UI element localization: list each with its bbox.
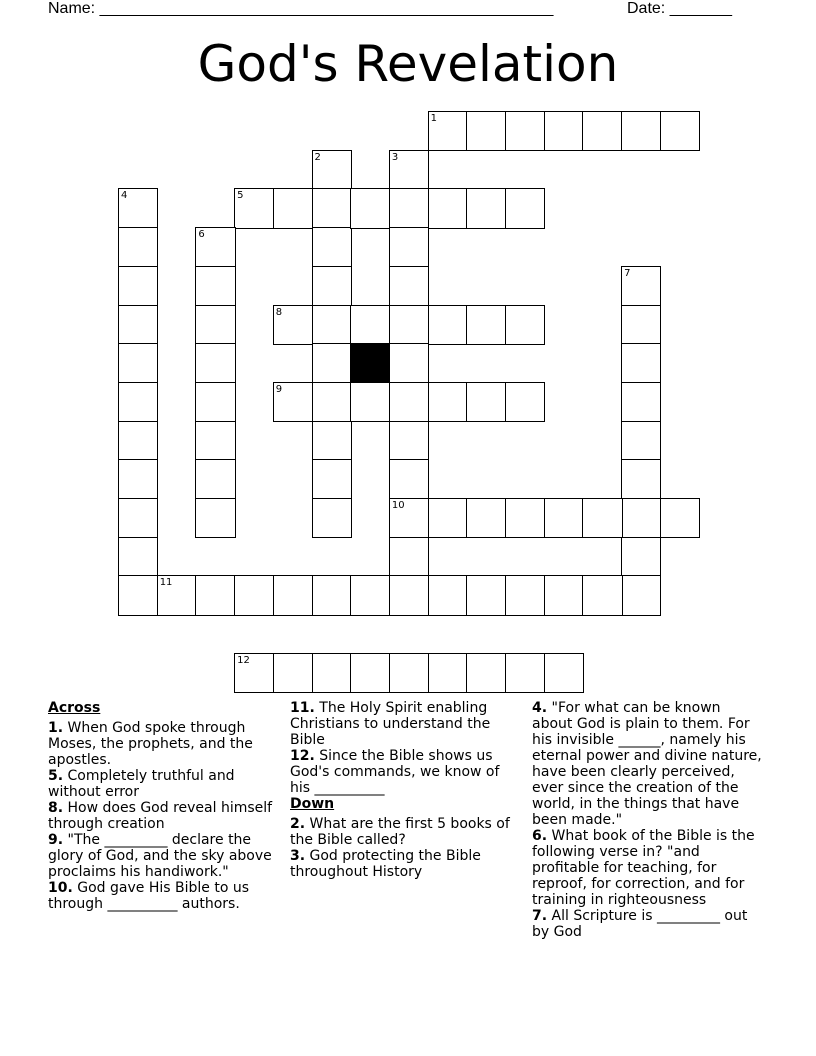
clue-across-11: 11. The Holy Spirit enabling Christians to understand the Bible bbox=[290, 700, 491, 748]
grid-cell[interactable] bbox=[544, 575, 584, 615]
grid-cell[interactable] bbox=[118, 227, 158, 267]
grid-cell[interactable] bbox=[582, 575, 622, 615]
across-heading: Across bbox=[48, 700, 101, 716]
grid-cell[interactable] bbox=[621, 575, 661, 615]
grid-cell[interactable] bbox=[621, 305, 661, 345]
grid-cell[interactable] bbox=[273, 305, 313, 345]
grid-cell[interactable] bbox=[466, 498, 506, 538]
grid-cell[interactable] bbox=[118, 421, 158, 461]
grid-cell[interactable] bbox=[350, 188, 390, 228]
grid-cell[interactable] bbox=[157, 575, 197, 615]
grid-cell[interactable] bbox=[428, 653, 468, 693]
grid-cell[interactable] bbox=[466, 111, 506, 151]
clue-number: 6 bbox=[198, 229, 205, 241]
down-heading: Down bbox=[290, 796, 335, 812]
grid-cell[interactable] bbox=[273, 653, 313, 693]
clue-down-7: 7. All Scripture is _________ out by God bbox=[532, 908, 748, 940]
clue-number: 12 bbox=[237, 654, 250, 666]
page-title: God's Revelation bbox=[197, 35, 619, 93]
grid-cell[interactable] bbox=[544, 111, 584, 151]
grid-cell[interactable] bbox=[234, 575, 274, 615]
grid-cell[interactable] bbox=[234, 653, 274, 693]
clue-across-1: 1. When God spoke through Moses, the prophets, and the apostles. bbox=[48, 720, 253, 768]
grid-cell[interactable] bbox=[660, 111, 700, 151]
grid-cell[interactable] bbox=[428, 575, 468, 615]
grid-cell[interactable] bbox=[234, 188, 274, 228]
grid-cell[interactable] bbox=[195, 382, 235, 422]
grid-cell[interactable] bbox=[312, 653, 352, 693]
clues-column-3 bbox=[532, 700, 764, 940]
grid-cell[interactable] bbox=[505, 305, 545, 345]
grid-cell[interactable] bbox=[505, 653, 545, 693]
clue-down-4: 4. "For what can be known about God is plain to them. For his invisible ______, namely his eternal power and divine nature, have been clearly perceived, ever since the creation of the world, in the things that have been made." bbox=[532, 700, 762, 828]
grid-cell[interactable] bbox=[350, 305, 390, 345]
black-square bbox=[350, 343, 390, 383]
grid-cell[interactable] bbox=[195, 227, 235, 267]
grid-cell[interactable] bbox=[118, 382, 158, 422]
grid-cell[interactable] bbox=[312, 188, 352, 228]
grid-cell[interactable] bbox=[582, 111, 622, 151]
grid-cell[interactable] bbox=[195, 498, 235, 538]
grid-cell[interactable] bbox=[389, 421, 429, 461]
grid-cell[interactable] bbox=[466, 305, 506, 345]
clue-across-12: 12. Since the Bible shows us God's commands, we know of his __________ bbox=[290, 748, 500, 796]
grid-cell[interactable] bbox=[621, 459, 661, 499]
clue-number: 9 bbox=[275, 383, 283, 395]
grid-cell[interactable] bbox=[118, 188, 158, 228]
grid-cell[interactable] bbox=[505, 188, 545, 228]
grid-cell[interactable] bbox=[621, 266, 661, 306]
clue-number: 10 bbox=[391, 500, 405, 511]
grid-cell[interactable] bbox=[118, 305, 158, 345]
grid-cell[interactable] bbox=[389, 575, 429, 615]
grid-cell[interactable] bbox=[466, 188, 506, 228]
grid-cell[interactable] bbox=[389, 459, 429, 499]
grid-cell[interactable] bbox=[660, 498, 700, 538]
clue-number: 11 bbox=[159, 577, 173, 589]
grid-cell[interactable] bbox=[621, 537, 661, 577]
grid-cell[interactable] bbox=[195, 305, 235, 345]
grid-cell[interactable] bbox=[544, 498, 584, 538]
clue-number: 5 bbox=[237, 190, 244, 202]
grid-cell[interactable] bbox=[544, 653, 584, 693]
clue-number: 2 bbox=[314, 151, 321, 163]
clue-down-3: 3. God protecting the Bible throughout History bbox=[290, 848, 481, 880]
grid-cell[interactable] bbox=[118, 537, 158, 577]
grid-cell[interactable] bbox=[389, 305, 429, 345]
grid-cell[interactable] bbox=[428, 382, 468, 422]
grid-cell[interactable] bbox=[195, 266, 235, 306]
grid-cell[interactable] bbox=[389, 537, 429, 577]
grid-cell[interactable] bbox=[350, 653, 390, 693]
grid-cell[interactable] bbox=[312, 382, 352, 422]
grid-cell[interactable] bbox=[466, 382, 506, 422]
grid-cell[interactable] bbox=[312, 498, 352, 538]
grid-cell[interactable] bbox=[505, 382, 545, 422]
grid-cell[interactable] bbox=[582, 498, 622, 538]
grid-cell[interactable] bbox=[273, 188, 313, 228]
clues-column-1 bbox=[48, 700, 280, 912]
grid-cell[interactable] bbox=[621, 382, 661, 422]
grid-cell[interactable] bbox=[312, 343, 352, 383]
grid-cell[interactable] bbox=[428, 188, 468, 228]
grid-cell[interactable] bbox=[312, 227, 352, 267]
clue-across-5: 5. Completely truthful and without error bbox=[48, 768, 235, 800]
clue-across-9: 9. "The _________ declare the glory of God, and the sky above proclaims his handiwork." bbox=[48, 832, 272, 880]
grid-cell[interactable] bbox=[350, 382, 390, 422]
grid-cell[interactable] bbox=[312, 575, 352, 615]
grid-cell[interactable] bbox=[312, 459, 352, 499]
grid-cell[interactable] bbox=[195, 575, 235, 615]
grid-cell[interactable] bbox=[621, 498, 661, 538]
grid-cell[interactable] bbox=[312, 305, 352, 345]
grid-cell[interactable] bbox=[118, 575, 158, 615]
grid-cell[interactable] bbox=[621, 111, 661, 151]
grid-cell[interactable] bbox=[389, 382, 429, 422]
clue-number: 4 bbox=[121, 190, 128, 202]
grid-cell[interactable] bbox=[312, 266, 352, 306]
date-field[interactable]: Date: _______ bbox=[627, 0, 732, 17]
clue-number: 8 bbox=[275, 306, 283, 318]
grid-cell[interactable] bbox=[350, 575, 390, 615]
grid-cell[interactable] bbox=[312, 421, 352, 461]
grid-cell[interactable] bbox=[505, 575, 545, 615]
grid-cell[interactable] bbox=[389, 498, 429, 538]
grid-cell[interactable] bbox=[428, 111, 468, 151]
grid-cell[interactable] bbox=[389, 266, 429, 306]
grid-cell[interactable] bbox=[195, 459, 235, 499]
grid-cell[interactable] bbox=[505, 498, 545, 538]
grid-cell[interactable] bbox=[428, 498, 468, 538]
clue-down-6: 6. What book of the Bible is the following verse in? "and profitable for teaching, for reproof, for correction, and for training in righteousness bbox=[532, 828, 755, 908]
clues-column-2 bbox=[290, 700, 522, 880]
grid-cell[interactable] bbox=[621, 421, 661, 461]
grid-cell[interactable] bbox=[118, 343, 158, 383]
grid-cell[interactable] bbox=[428, 305, 468, 345]
clue-across-10: 10. God gave His Bible to us through __________ authors. bbox=[48, 880, 249, 912]
clue-number: 1 bbox=[430, 113, 437, 124]
clue-number: 3 bbox=[391, 151, 399, 163]
grid-cell[interactable] bbox=[389, 150, 429, 190]
grid-cell[interactable] bbox=[312, 150, 352, 190]
grid-cell[interactable] bbox=[505, 111, 545, 151]
clue-number: 7 bbox=[624, 267, 631, 279]
clue-across-8: 8. How does God reveal himself through creation bbox=[48, 800, 273, 832]
grid-cell[interactable] bbox=[118, 498, 158, 538]
grid-cell[interactable] bbox=[118, 459, 158, 499]
grid-cell[interactable] bbox=[389, 188, 429, 228]
grid-cell[interactable] bbox=[389, 227, 429, 267]
grid-cell[interactable] bbox=[273, 575, 313, 615]
name-field[interactable]: Name: ___________________________________________________ bbox=[48, 0, 554, 17]
clue-down-2: 2. What are the first 5 books of the Bible called? bbox=[290, 816, 510, 848]
grid-cell[interactable] bbox=[118, 266, 158, 306]
grid-cell[interactable] bbox=[195, 421, 235, 461]
grid-cell[interactable] bbox=[389, 653, 429, 693]
grid-cell[interactable] bbox=[273, 382, 313, 422]
grid-cell[interactable] bbox=[195, 343, 235, 383]
grid-cell[interactable] bbox=[621, 343, 661, 383]
grid-cell[interactable] bbox=[466, 575, 506, 615]
grid-cell[interactable] bbox=[466, 653, 506, 693]
grid-cell[interactable] bbox=[389, 343, 429, 383]
